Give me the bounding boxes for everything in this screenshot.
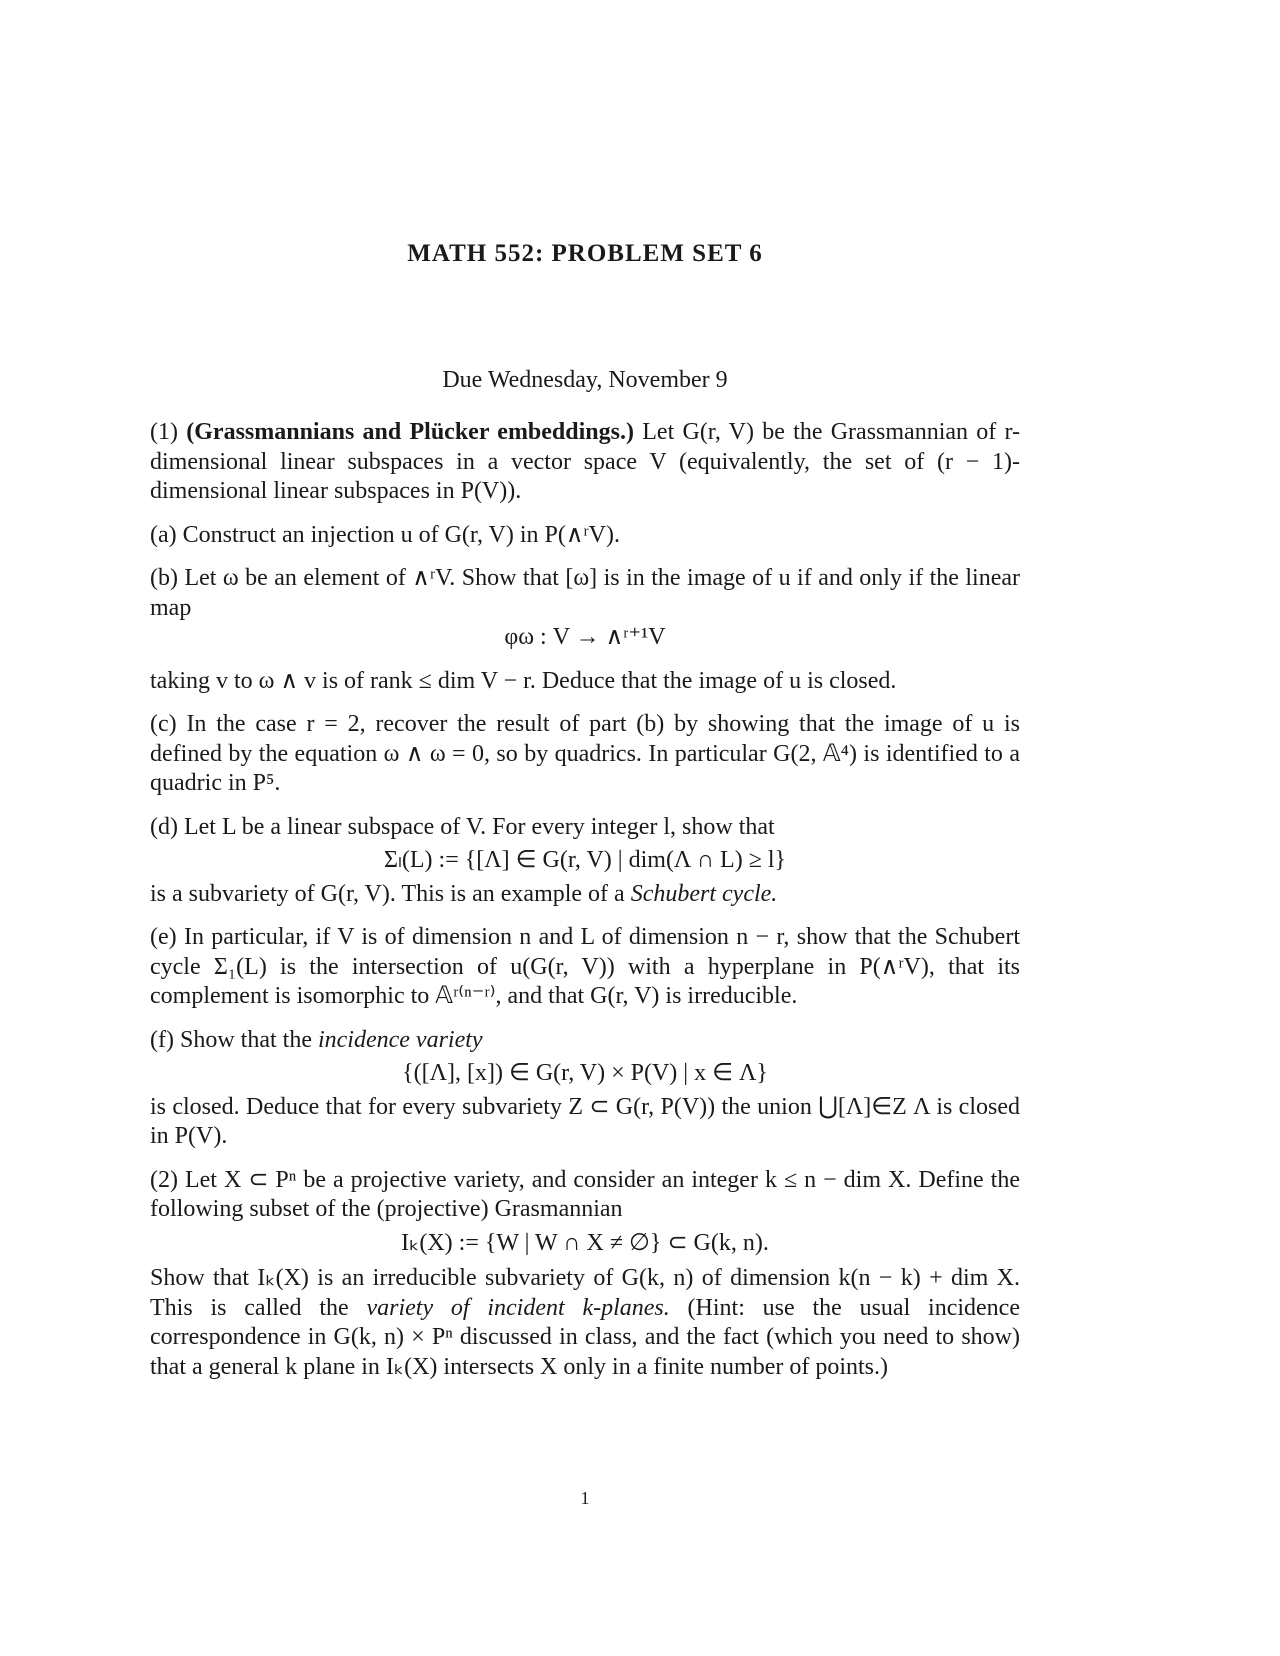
problem-1b: (b) Let ω be an element of ∧ʳV. Show that [ω] is in the image of u if and only if the linear map bbox=[150, 565, 1020, 621]
problem-1-text: Let G(r, V) be the Grassmannian of r-dimensional linear subspaces in a vector space V (equivalently, the set of (r − 1)-dimensional linear subspaces in P(V)). bbox=[150, 419, 1021, 504]
problem-1b-equation: φω : V → ∧ʳ⁺¹V bbox=[504, 624, 666, 650]
page-number: 1 bbox=[580, 1488, 590, 1508]
problem-1-intro bbox=[150, 418, 1020, 507]
problem-2-hint: (Hint: use the usual incidence correspondence in G(k, n) × Pⁿ discussed in class, and the fact (which you need to show) that a general k plane in Iₖ(X) intersects X only in a finite number of points.) bbox=[150, 1294, 1020, 1380]
problem-2-intro: (2) Let X ⊂ Pⁿ be a projective variety, and consider an integer k ≤ n − dim X. Define the following subset of the (projective) Grasmannian bbox=[150, 1166, 1020, 1222]
page-title: MATH 552: PROBLEM SET 6 bbox=[407, 240, 763, 267]
problem-1e: (e) In particular, if V is of dimension n and L of dimension n − r, show that the Schubert cycle Σ₁(L) is the intersection of u(G(r, V)) with a hyperplane in P(∧ʳV), that its complement is isomorphic to 𝔸ʳ⁽ⁿ⁻ʳ⁾, and that G(r, V) is irreducible. bbox=[150, 924, 1020, 1009]
problem-1a: (a) Construct an injection u of G(r, V) in P(∧ʳV). bbox=[150, 521, 620, 548]
problem-2-body bbox=[150, 1264, 1020, 1382]
schubert-cycle-term: Schubert cycle. bbox=[630, 880, 778, 907]
problem-1f-text: (f) Show that the bbox=[150, 1026, 318, 1053]
problem-1-heading: (Grassmannians and Plücker embeddings.) bbox=[186, 419, 634, 445]
problem-1d: (d) Let L be a linear subspace of V. For every integer l, show that bbox=[150, 813, 775, 840]
due-date: Due Wednesday, November 9 bbox=[442, 367, 728, 393]
incidence-variety-term: incidence variety bbox=[317, 1026, 483, 1053]
problem-2-equation: Iₖ(X) := {W | W ∩ X ≠ ∅} ⊂ G(k, n). bbox=[401, 1229, 769, 1256]
problem-1b-cont: taking v to ω ∧ v is of rank ≤ dim V − r. Deduce that the image of u is closed. bbox=[150, 667, 897, 694]
incident-planes-term: variety of incident k-planes. bbox=[366, 1294, 670, 1321]
problem-1f-cont: is closed. Deduce that for every subvariety Z ⊂ G(r, P(V)) the union ⋃[Λ]∈Z Λ is closed in P(V). bbox=[150, 1093, 1020, 1149]
problem-1f bbox=[150, 1026, 1020, 1056]
problem-1d-equation: Σₗ(L) := {[Λ] ∈ G(r, V) | dim(Λ ∩ L) ≥ l} bbox=[383, 847, 787, 873]
problem-1-number: (1) bbox=[150, 419, 178, 445]
problem-1f-equation: {([Λ], [x]) ∈ G(r, V) × P(V) | x ∈ Λ} bbox=[402, 1060, 768, 1086]
problem-2-text: Show that Iₖ(X) is an irreducible subvariety of G(k, n) of dimension k(n − k) + dim X. This is called the bbox=[150, 1265, 1020, 1321]
problem-1c: (c) In the case r = 2, recover the result of part (b) by showing that the image of u is defined by the equation ω ∧ ω = 0, so by quadrics. In particular G(2, 𝔸⁴) is identified to a quadric in P⁵. bbox=[150, 711, 1020, 796]
problem-content bbox=[150, 418, 1020, 1396]
problem-1d-cont-text: is a subvariety of G(r, V). This is an example of a bbox=[150, 880, 631, 907]
problem-1d-cont bbox=[150, 880, 1020, 910]
